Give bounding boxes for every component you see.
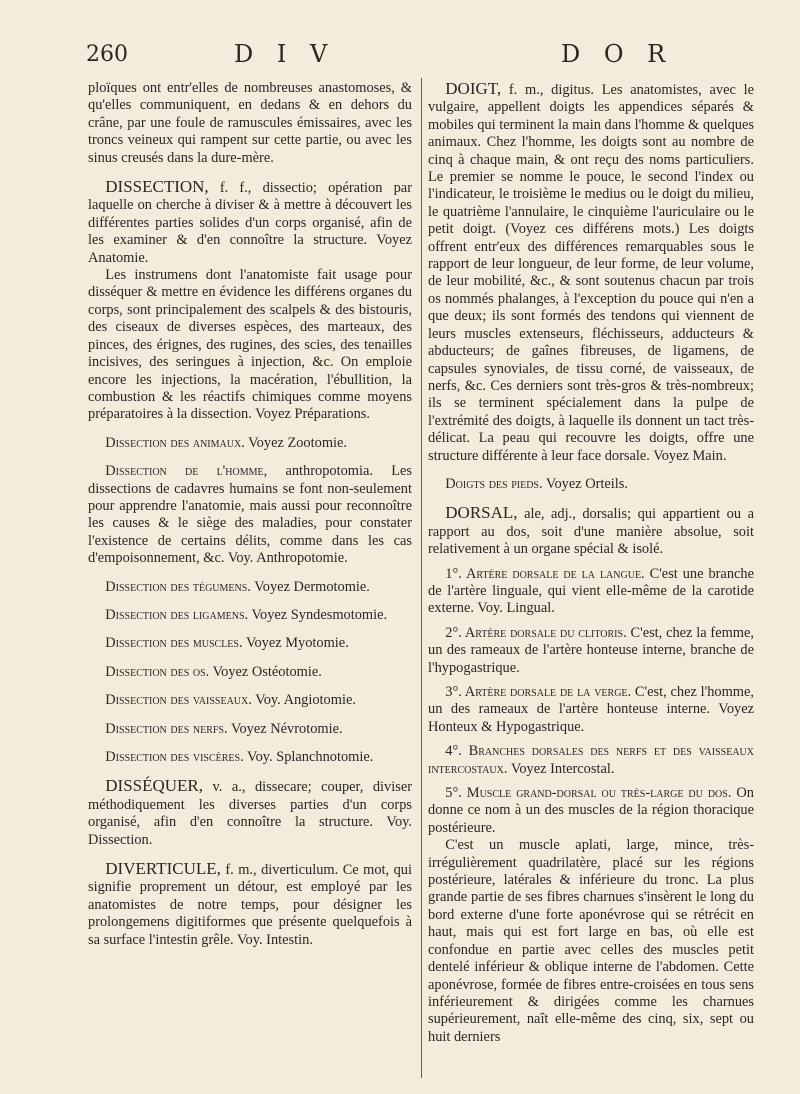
entry-diverticule: DIVERTICULE, f. m., diverticulum. Ce mot, qui signifie proprement un détour, est employé par les anatomistes de notre temps, pour désigner les prolongemens digitiformes que présente quelquefois à sa surface l'intestin grêle. Voy. Intestin. bbox=[88, 859, 412, 948]
entry-doigts-pieds: Doigts des pieds. Voyez Orteils. bbox=[445, 475, 628, 492]
entry-lemma: 1°. Artère dorsale de la langue. bbox=[445, 565, 645, 582]
entry-dorsal-5-description: C'est un muscle aplati, large, mince, très-irrégulièrement quadrilatère, placé sur les régions postérieure, latérales & inférieure du tronc. La plus grande partie de ses fibres charnues s'insèrent le long du bord externe d'une forte aponévrose qui se rétrécit en haut, mais qui est fort large en bas, où elle est confondue en partie avec celles des muscles petit dentelé inférieur & oblique interne de l'abdomen. Cette aponévrose, formée de fibres entre-croisées en tous sens inférieurement & dirigées comme les charnues supérieurement, naît elle-même des cinq, six, sept ou huit derniers bbox=[428, 837, 754, 1045]
entry-lemma: DOIGT, bbox=[445, 79, 502, 98]
entry-dissection-homme: Dissection de l'homme, anthropotomia. Les dissections de cadavres humains se font non-seulement pour apprendre l'anatomie, mais aussi pour reconnoître les causes & le siège des maladies, pour constater l'existence de certains délits, comme dans les cas d'empoisonnement, &c. Voy. Anthropotomie. bbox=[88, 463, 412, 567]
entry-dissection: DISSECTION, f. f., dissectio; opération par laquelle on cherche à diviser & à mettre à découvert les différentes parties solides d'un corps organisé, afin de les examiner & d'en connoître la structure. Voyez Anatomie. bbox=[88, 177, 412, 266]
entry-lemma: 3°. Artère dorsale de la verge. bbox=[445, 684, 632, 700]
running-header bbox=[86, 36, 746, 68]
entry-dorsal-2: 2°. Artère dorsale du clitoris. C'est, chez la femme, un des rameaux de l'artère honteuse interne, branche de l'hypogastrique. bbox=[428, 624, 754, 676]
entry-dissection-nerfs: Dissection des nerfs. Voyez Névrotomie. bbox=[105, 720, 343, 737]
entry-dorsal-5: 5°. Muscle grand-dorsal ou très-large du dos. On donne ce nom à un des muscles de la région thoracique postérieure. bbox=[428, 785, 754, 836]
entry-lemma: 2°. Artère dorsale du clitoris. bbox=[445, 624, 627, 641]
entry-lemma: Dissection des muscles. bbox=[105, 635, 243, 652]
entry-lemma: Dissection des nerfs. bbox=[105, 720, 228, 737]
entry-lemma: Dissection des os. bbox=[105, 663, 210, 680]
entry-lemma: DISSÉQUER, bbox=[105, 776, 204, 796]
entry-lemma: 5°. Muscle grand-dorsal ou très-large du dos. bbox=[445, 785, 732, 802]
entry-lemma: Dissection des viscères. bbox=[105, 749, 244, 765]
page-number: 260 bbox=[86, 42, 128, 67]
entry-lemma: Dissection des animaux. bbox=[105, 434, 245, 451]
left-column bbox=[88, 80, 412, 949]
entry-instrumens: Les instrumens dont l'anatomiste fait usage pour disséquer & mettre en évidence les différens organes du corps, sont principalement des scalpels & des bistouris, des ciseaux de diverses espèces, des marteaux, des pinces, des érignes, des rugines, des scies, des tenailles incisives, des seringues à injection, &c. On emploie encore les injections, la macération, l'ébullition, la combustion & les réactifs chimiques comme moyens préparatoires à la dissection. Voyez Préparations. bbox=[88, 267, 412, 423]
entry-lemma: Dissection des tégumens. bbox=[105, 578, 251, 595]
entry-disséquer: DISSÉQUER, v. a., dissecare; couper, diviser méthodiquement les diverses parties d'un corps organisé, afin d'en connoître la structure. Voy. Dissection. bbox=[88, 776, 412, 848]
right-headword: D O R bbox=[561, 40, 674, 68]
entry-dorsal-4: 4°. Branches dorsales des nerfs et des vaisseaux intercostaux. Voyez Intercostal. bbox=[428, 743, 754, 777]
entry-dissection-ligamens: Dissection des ligamens. Voyez Syndesmotomie. bbox=[105, 606, 388, 623]
column-rule bbox=[421, 78, 422, 1078]
entry-lemma: Dissection des ligamens. bbox=[105, 606, 249, 623]
entry-dissection-animaux: Dissection des animaux. Voyez Zootomie. bbox=[105, 434, 347, 451]
entry-lemma: Dissection de l'homme, bbox=[105, 463, 268, 480]
entry-doigt: DOIGT, f. m., digitus. Les anatomistes, avec le vulgaire, appellent doigts les appendices séparés & mobiles qui terminent la main dans l'homme & quelques animaux. Chez l'homme, les doigts sont au nombre de cinq à chaque main, & ont reçu des noms particuliers. Le premier se nomme le pouce, le second l'index ou l'indicateur, le troisième le medius ou le doigt du milieu, le quatrième l'annulaire, le cinquième l'auriculaire ou le petit doigt. (Voyez ces différens mots.) Les doigts offrent entr'eux des différences remarquables sous le rapport de leur longueur, de leur forme, de leur volume, de leur mobilité, &c., & sont soutenus chacun par trois os nommés phalanges, à l'exception du pouce qui n'en a que deux; ils sont formés des tendons qui viennent de leurs muscles extenseurs, fléchisseurs, adducteurs & abducteurs; de gaînes fibreuses, de ligamens, de capsules synoviales, de tissu corné, de vaisseaux, de nerfs, &c. Ces derniers sont très-gros & très-nombreux; ils se terminent spécialement dans la pulpe de l'extrémité des doigts, à laquelle ils donnent un tact très-délicat. La peau qui recouvre les doigts, offre une structure différente à leur face dorsale. Voyez Main. bbox=[428, 79, 754, 464]
entry-lemma: Doigts des pieds. bbox=[445, 475, 543, 492]
entry-dissection-vaisseaux: Dissection des vaisseaux. Voy. Angiotomie. bbox=[105, 692, 356, 709]
entry-lemma: DIVERTICULE, bbox=[105, 859, 221, 879]
entry-lemma: DISSECTION, bbox=[105, 177, 209, 197]
entry-lemma: 4°. Branches dorsales des nerfs et des vaisseaux intercostaux. bbox=[428, 743, 754, 777]
entry-dorsal-1: 1°. Artère dorsale de la langue. C'est une branche de l'artère linguale, qui vient elle-même de la carotide externe. Voy. Lingual. bbox=[428, 565, 754, 617]
left-headword: D I V bbox=[234, 40, 336, 68]
entry-dissection-visceres: Dissection des viscères. Voy. Splanchnotomie. bbox=[105, 749, 374, 765]
entry-dorsal: DORSAL, ale, adj., dorsalis; qui appartient ou a rapport au dos, soit d'une manière absolue, soit relativement à un organe spécial & isolé. bbox=[428, 503, 754, 558]
entry-lemma: DORSAL, bbox=[445, 503, 518, 523]
entry-dissection-muscles: Dissection des muscles. Voyez Myotomie. bbox=[105, 635, 349, 652]
right-column bbox=[428, 80, 754, 1046]
entry-dissection-tegumens: Dissection des tégumens. Voyez Dermotomie. bbox=[105, 578, 370, 595]
entry-lemma: Dissection des vaisseaux. bbox=[105, 692, 252, 709]
entry-continuation: ploïques ont entr'elles de nombreuses anastomoses, & qu'elles communiquent, en dedans & en dehors du crâne, par une foule de ramuscules émissaires, avec les troncs veineux qui rampent sur cette partie, ou avec les sinus creusés dans la dure-mère. bbox=[88, 80, 412, 166]
entry-dorsal-3: 3°. Artère dorsale de la verge. C'est, chez l'homme, un des rameaux de l'artère honteuse interne. Voyez Honteux & Hypogastrique. bbox=[428, 684, 754, 735]
entry-dissection-os: Dissection des os. Voyez Ostéotomie. bbox=[105, 663, 322, 680]
